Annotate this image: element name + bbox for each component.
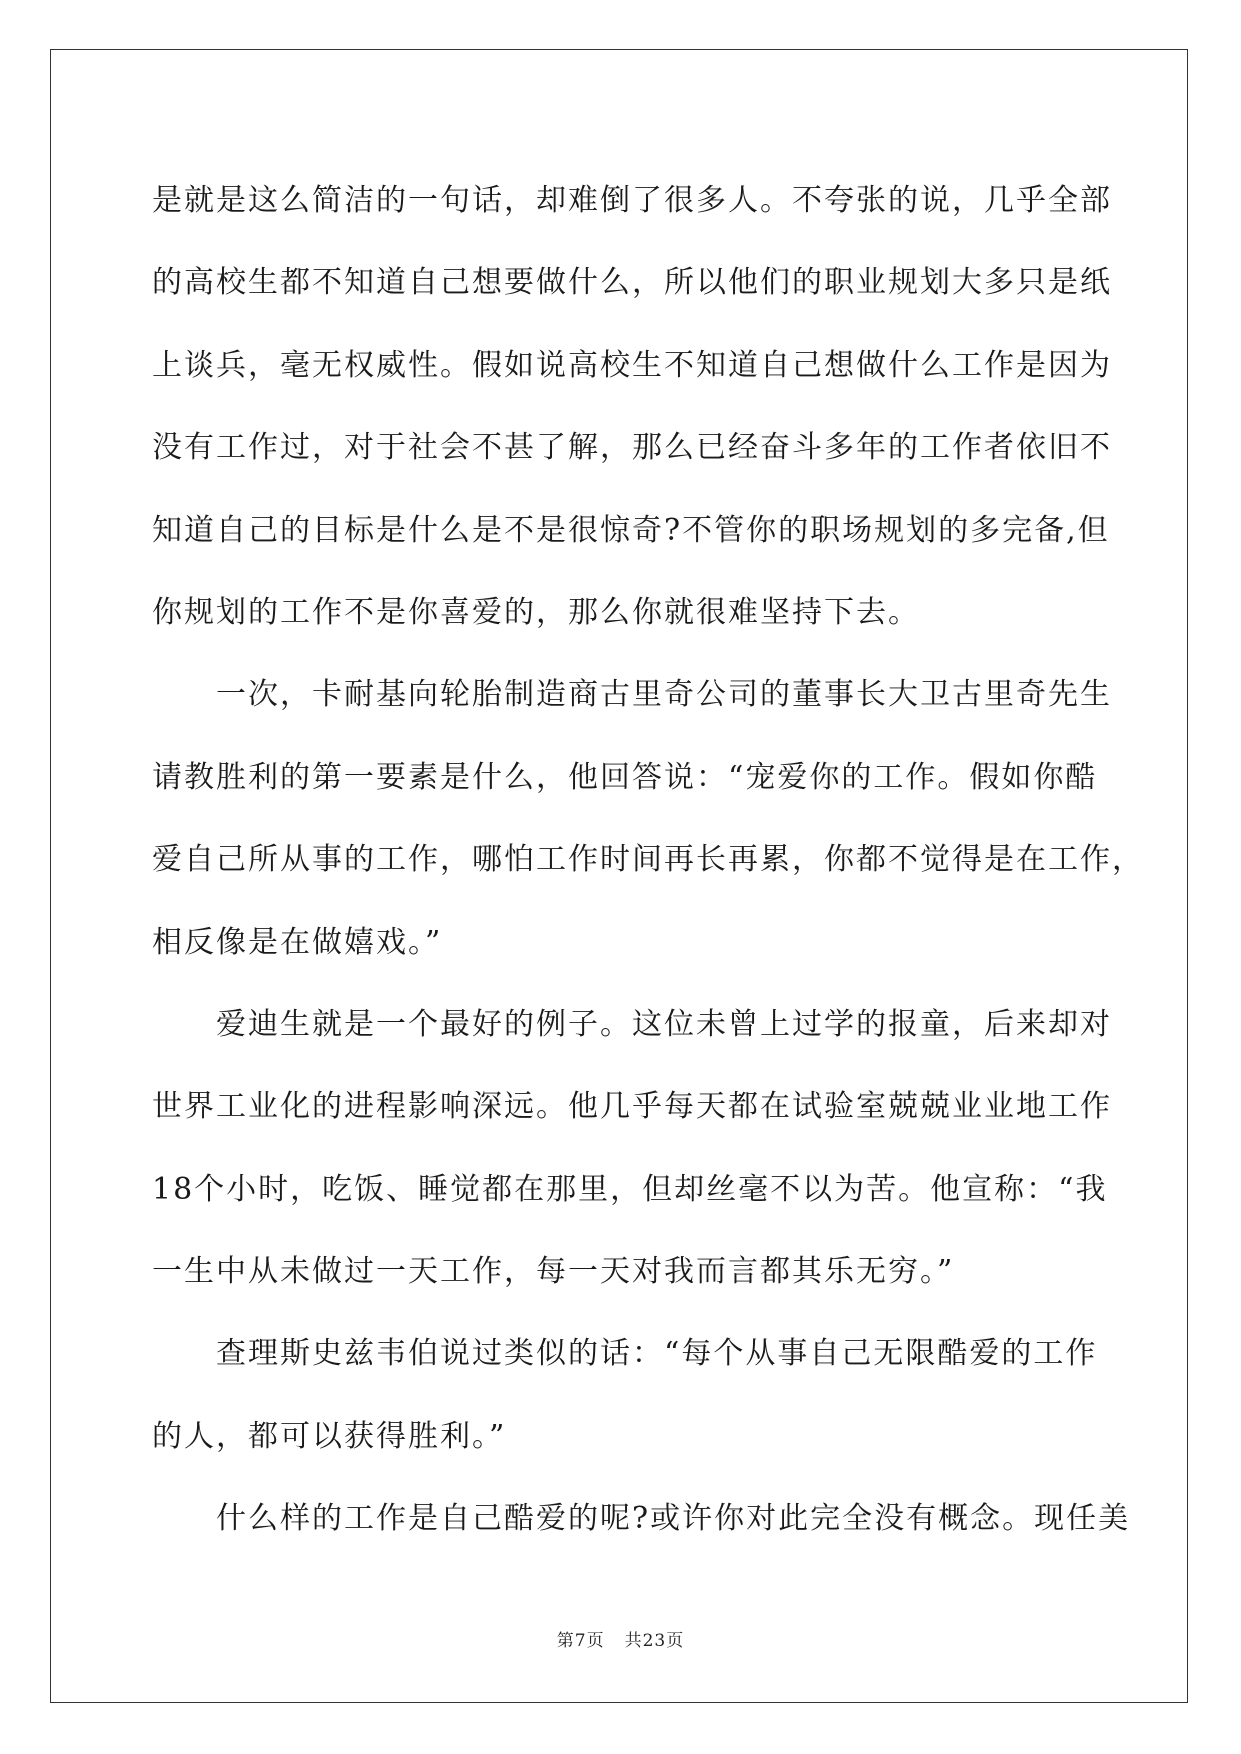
page-total: 共23页 bbox=[624, 1631, 685, 1651]
text-line-6: 你规划的工作不是你喜爱的，那么你就很难坚持下去。 bbox=[152, 594, 920, 630]
text-line-11: 爱迪生就是一个最好的例子。这位未曾上过学的报童，后来却对 bbox=[216, 1006, 1112, 1042]
text-line-3: 上谈兵，毫无权威性。假如说高校生不知道自己想做什么工作是因为 bbox=[152, 347, 1112, 383]
text-line-4: 没有工作过，对于社会不甚了解，那么已经奋斗多年的工作者依旧不 bbox=[152, 430, 1112, 466]
text-line-10: 相反像是在做嬉戏。” bbox=[152, 924, 443, 960]
text-line-14: 一生中从未做过一天工作，每一天对我而言都其乐无穷。” bbox=[152, 1254, 955, 1290]
body-text bbox=[152, 160, 1144, 1561]
text-line-7: 一次，卡耐基向轮胎制造商古里奇公司的董事长大卫古里奇先生 bbox=[216, 677, 1112, 713]
page-number: 第7页 bbox=[556, 1631, 605, 1651]
text-line-13: 18个小时，吃饭、睡觉都在那里，但却丝毫不以为苦。他宣称：“我 bbox=[152, 1171, 1108, 1207]
text-line-15: 查理斯史兹韦伯说过类似的话：“每个从事自己无限酷爱的工作 bbox=[216, 1336, 1098, 1372]
page-footer bbox=[0, 1626, 1241, 1651]
text-line-8: 请教胜利的第一要素是什么，他回答说：“宠爱你的工作。假如你酷 bbox=[152, 759, 1098, 795]
text-line-5: 知道自己的目标是什么是不是很惊奇?不管你的职场规划的多完备,但 bbox=[152, 512, 1110, 548]
text-line-2: 的高校生都不知道自己想要做什么，所以他们的职业规划大多只是纸 bbox=[152, 265, 1112, 301]
text-line-12: 世界工业化的进程影响深远。他几乎每天都在试验室兢兢业业地工作 bbox=[152, 1089, 1112, 1125]
text-line-1: 是就是这么简洁的一句话，却难倒了很多人。不夸张的说，几乎全部 bbox=[152, 183, 1112, 218]
document-body bbox=[152, 160, 1144, 1561]
text-line-9: 爱自己所从事的工作，哪怕工作时间再长再累，你都不觉得是在工作， bbox=[152, 842, 1144, 878]
text-line-16: 的人，都可以获得胜利。” bbox=[152, 1418, 507, 1454]
text-line-17: 什么样的工作是自己酷爱的呢?或许你对此完全没有概念。现任美 bbox=[216, 1501, 1131, 1537]
